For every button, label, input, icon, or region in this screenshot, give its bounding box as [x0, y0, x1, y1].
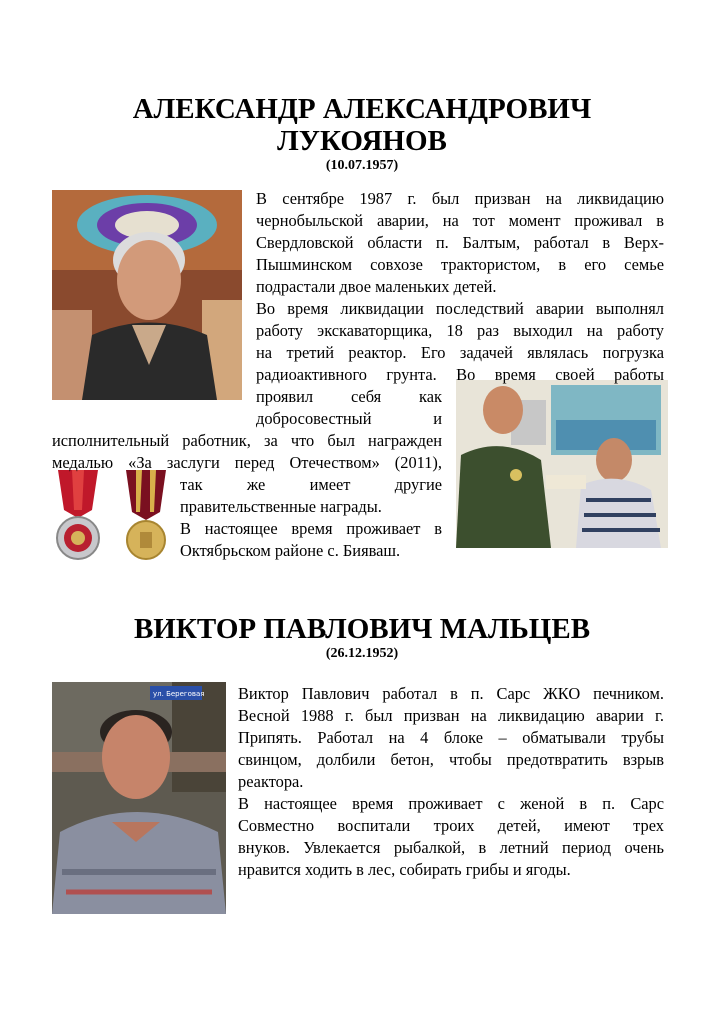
bio2-line: реактора.	[238, 772, 304, 791]
bio2-line: В настоящее время проживает с женой в п. Сарс	[238, 794, 664, 813]
bio2-line: внуков. Увлекается рыбалкой, в летний период очень	[238, 838, 664, 857]
bio1-line: медалью «За заслуги перед Отечеством» (2011),	[52, 453, 442, 472]
bio1-line: Пышминском совхозе трактористом, в его семье	[256, 255, 664, 274]
bio2-line: свинцом, долбили бетон, чтобы предотвратить взрыв	[238, 750, 664, 769]
bio1-line: чернобыльской аварии, на тот момент проживал в	[256, 211, 664, 230]
person1-name-line2: ЛУКОЯНОВ	[277, 125, 447, 157]
person2-name: ВИКТОР ПАВЛОВИЧ МАЛЬЦЕВ	[133, 613, 591, 645]
bio1-line: на третий реактор. Его задачей являлась погрузка	[256, 343, 664, 362]
bio2-line: Припять. Работал на 4 блоке – обматывали трубы	[238, 728, 664, 747]
bio1-line: проявил себя как	[256, 387, 442, 406]
award-ceremony-photo	[456, 380, 668, 548]
bio1-line: В сентябре 1987 г. был призван на ликвидацию	[256, 189, 664, 208]
person1-name-line1: АЛЕКСАНДР АЛЕКСАНДРОВИЧ	[132, 93, 592, 125]
bio1-line: В настоящее время проживает в	[180, 519, 442, 538]
order-medal-icon	[52, 470, 104, 562]
bio1-line: так же имеет другие	[180, 475, 442, 494]
bio2-line: Совместно воспитали троих детей, имеют трех	[238, 816, 664, 835]
bio1-line: правительственные награды.	[180, 497, 382, 516]
bio1-line: подрастали двое маленьких детей.	[256, 277, 497, 296]
bio1-line: добросовестный и	[256, 409, 442, 428]
bio2-line: Весной 1988 г. был призван на ликвидацию аварии г.	[238, 706, 664, 725]
bio1-line: работу экскаваторщика, 18 раз выходил на работу	[256, 321, 664, 340]
bio2-line: нравится ходить в лес, собирать грибы и ягоды.	[238, 860, 571, 879]
bio1-line: Октябрьском районе с. Бияваш.	[180, 541, 401, 560]
house-sign-text: ул. Береговая	[153, 690, 205, 698]
person1-portrait-photo	[52, 190, 242, 400]
jubilee-medal-icon	[122, 470, 170, 562]
person2-date: (26.12.1952)	[325, 646, 399, 661]
bio1-line: Свердловской области п. Балтым, работал в Верх-	[256, 233, 664, 252]
person1-date: (10.07.1957)	[325, 158, 399, 173]
bio1-line: Во время ликвидации последствий аварии выполнял	[256, 299, 664, 318]
bio1-line: исполнительный работник, за что был награжден	[52, 431, 442, 450]
bio1-line: радиоактивного грунта. Во время своей работы	[256, 365, 664, 384]
person2-portrait-photo	[52, 682, 226, 914]
bio2-line: Виктор Павлович работал в п. Сарс ЖКО печником.	[238, 684, 664, 703]
